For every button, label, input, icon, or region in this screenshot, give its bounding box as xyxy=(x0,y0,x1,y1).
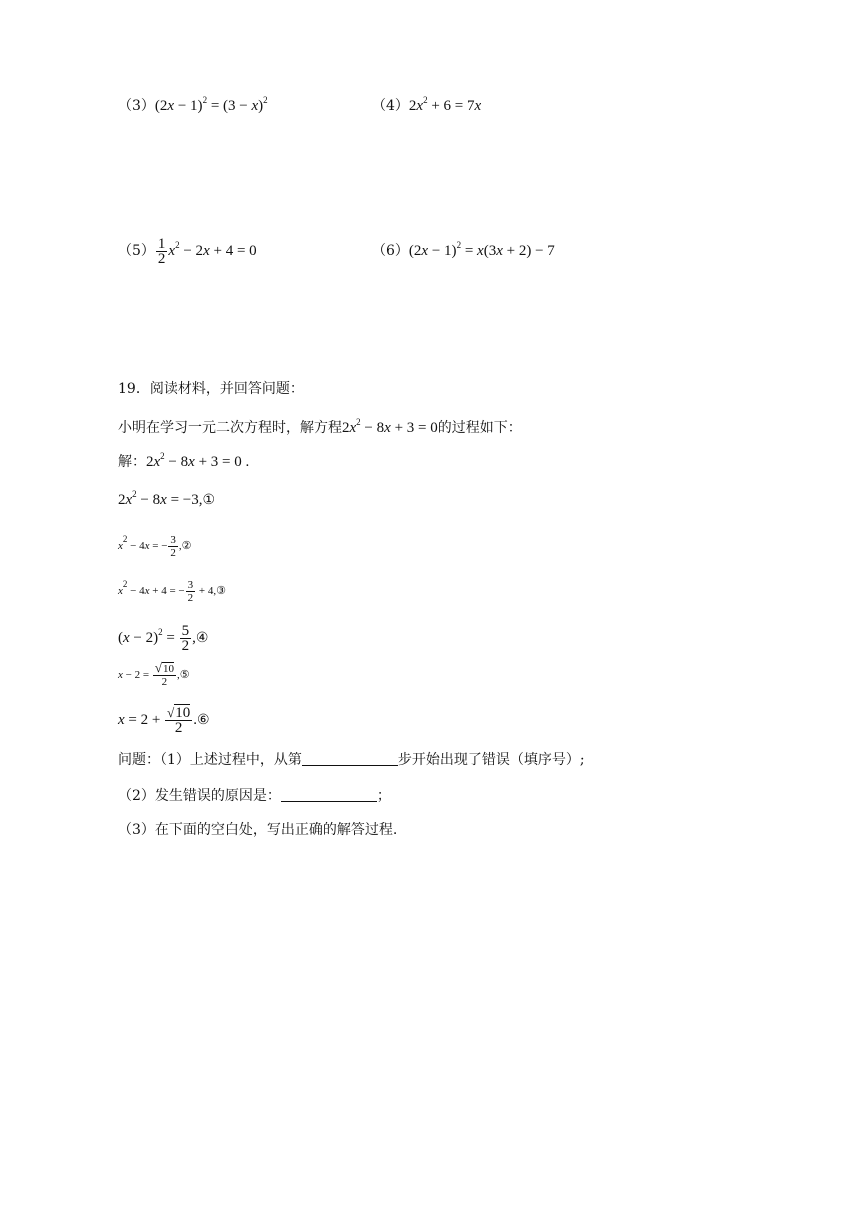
problem-3-label: （3） xyxy=(118,98,155,114)
solve-equation: $2x^2 - 8x + 3 = 0$ . xyxy=(146,451,250,470)
q19-solve-line xyxy=(118,446,249,472)
step-1-mark: ① xyxy=(202,492,216,508)
q19-intro-equation: $2x^2 - 8x + 3 = 0$ xyxy=(342,417,438,436)
q19-part-1 xyxy=(118,750,585,770)
step-5-mark: ⑤ xyxy=(179,668,190,681)
q19-part-3: （3）在下面的空白处，写出正确的解答过程. xyxy=(118,822,398,838)
problem-3-equation: $(2x - 1)^2 = (3 - x)^2$ xyxy=(154,95,268,114)
step-3-mark: ③ xyxy=(216,584,226,597)
step-3-equation: $x^2 - 4x + 4$ = − $\frac{3}{2}$ + 4, xyxy=(118,578,217,604)
q19-part-2-after: ； xyxy=(376,788,391,804)
problem-6-equation: $(2x - 1)^2 = x(3x + 2) - 7$ xyxy=(408,240,555,259)
step-4 xyxy=(118,616,208,654)
step-4-equation: $(x - 2)^2$ = $\frac{5}{2}$ , xyxy=(118,623,196,655)
q19-intro-before: 小明在学习一元二次方程时，解方程 xyxy=(118,420,342,436)
step-6 xyxy=(118,703,210,737)
problem-5 xyxy=(118,230,257,266)
solve-label: 解： xyxy=(118,454,146,470)
problem-6-label: （6） xyxy=(372,243,409,259)
problem-5-label: （5） xyxy=(118,243,155,259)
q19-part-2 xyxy=(118,786,391,806)
q19-title: 19．阅读材料，并回答问题： xyxy=(118,381,304,397)
step-2 xyxy=(118,525,192,560)
step-5 xyxy=(118,660,190,690)
step-4-mark: ④ xyxy=(195,630,209,646)
q19-part-2-before: （2）发生错误的原因是： xyxy=(118,788,281,804)
step-2-equation: $x^2 - 4x$ = − $\frac{3}{2}$ , xyxy=(118,533,182,559)
step-6-equation: x = 2 + $\frac{√10}{2}$ . xyxy=(118,705,197,737)
q19-part-1-before: 问题：（1）上述过程中，从第 xyxy=(118,752,302,768)
step-1-equation: $2x^2 - 8x = -3$, xyxy=(118,489,203,508)
step-2-mark: ② xyxy=(181,539,192,552)
problem-5-equation: $\frac{1}{2}$ $x^2 - 2x + 4 = 0$ xyxy=(157,236,257,268)
step-5-equation: x − 2 = $\frac{√10}{2}$ , xyxy=(118,660,180,689)
answer-blank-2[interactable] xyxy=(281,787,377,802)
problem-4-equation: $2x^2 + 6 = 7x$ xyxy=(408,95,482,114)
problem-4 xyxy=(372,90,481,116)
answer-blank-1[interactable] xyxy=(302,751,398,766)
q19-part-1-after: 步开始出现了错误（填序号）; xyxy=(397,752,585,768)
problem-3 xyxy=(118,90,268,116)
q19-intro xyxy=(118,412,522,438)
step-6-mark: ⑥ xyxy=(196,712,210,728)
problem-6 xyxy=(372,235,555,261)
q19-intro-after: 的过程如下： xyxy=(437,420,522,436)
step-3 xyxy=(118,570,226,605)
step-1 xyxy=(118,484,215,510)
problem-4-label: （4） xyxy=(372,98,409,114)
